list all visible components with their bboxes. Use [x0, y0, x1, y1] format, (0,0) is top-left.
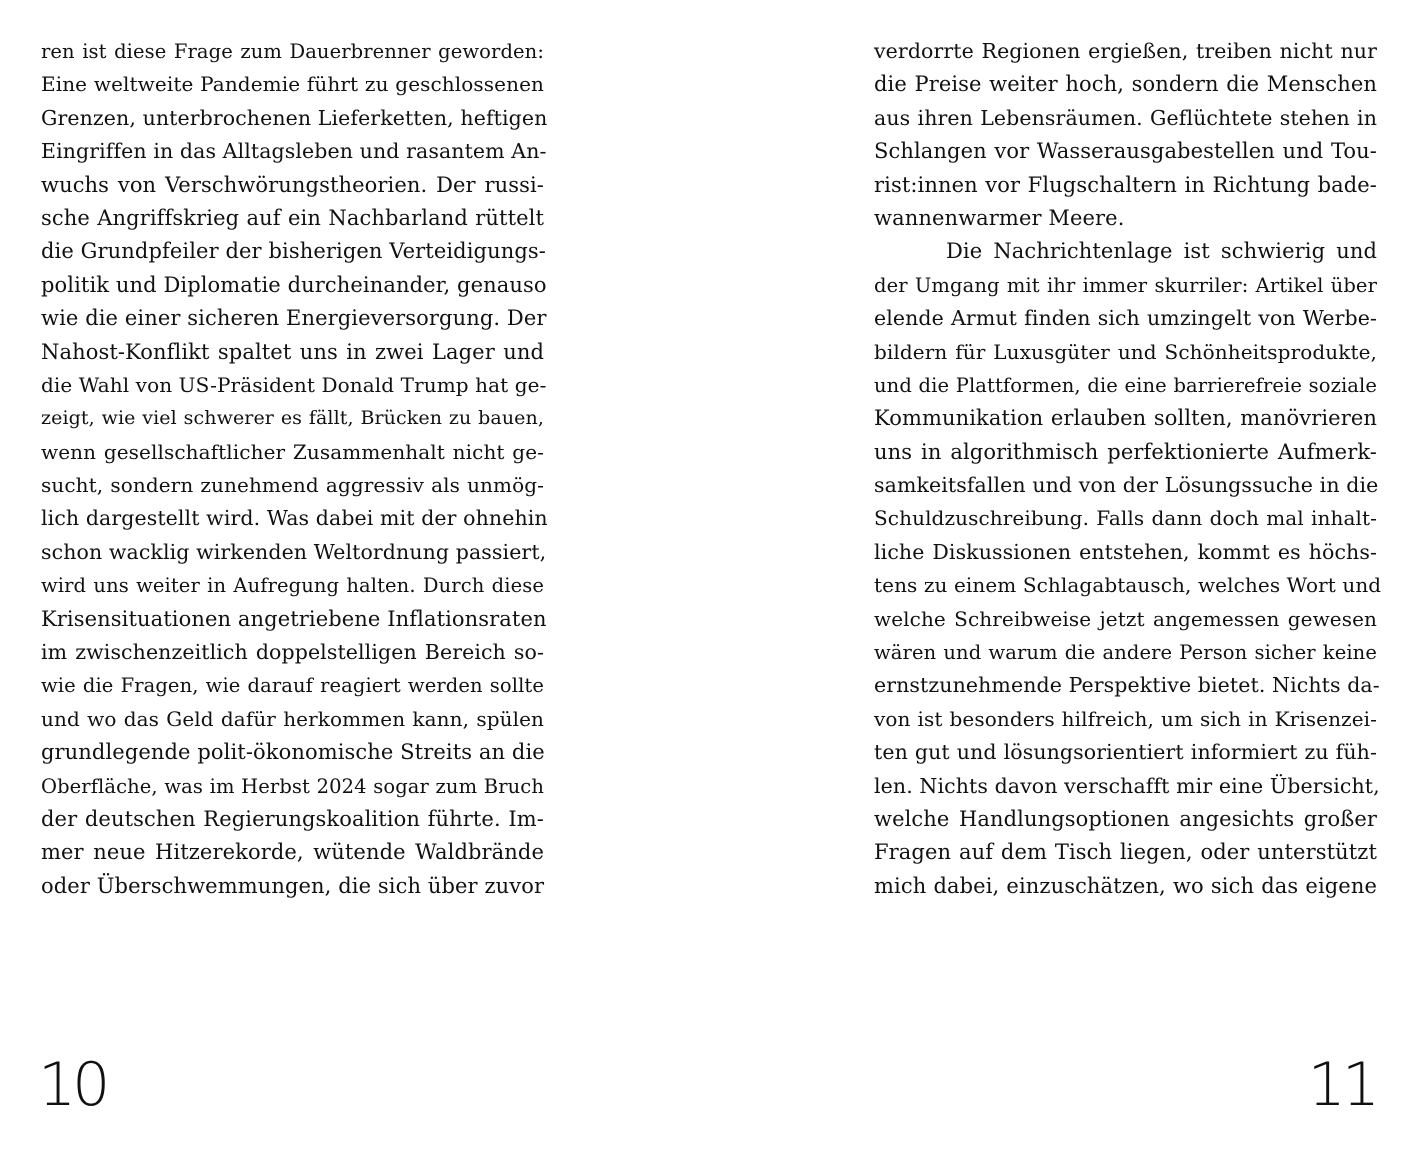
text-line: oder Überschwemmungen, die sich über zuvor	[41, 873, 545, 898]
right-page-body-text	[874, 35, 1382, 903]
text-line: Nahost-Konflikt spaltet uns in zwei Lager und	[41, 339, 544, 364]
text-line: wuchs von Verschwörungstheorien. Der russi-	[41, 172, 544, 197]
text-line: Eine weltweite Pandemie führt zu geschlossenen	[41, 72, 544, 97]
text-line: lich dargestellt wird. Was dabei mit der ohnehin	[41, 506, 548, 531]
text-line: tens zu einem Schlagabtausch, welches Wort und	[874, 573, 1382, 598]
text-line: Schuldzuschreibung. Falls dann doch mal inhalt-	[874, 506, 1377, 531]
text-line: im zwischenzeitlich doppelstelligen Bereich so-	[41, 640, 544, 665]
text-line: wären und warum die andere Person sicher keine	[874, 641, 1377, 665]
text-line: Krisensituationen angetriebene Inflationsraten	[41, 606, 547, 631]
text-line: verdorrte Regionen ergießen, treiben nicht nur	[874, 39, 1377, 63]
text-line: die Grundpfeiler der bisherigen Verteidigungs-	[41, 239, 546, 264]
text-line: Oberfläche, was im Herbst 2024 sogar zum Bruch	[41, 774, 544, 798]
text-line: schon wacklig wirkenden Weltordnung passiert,	[41, 539, 547, 564]
text-line: der deutschen Regierungskoalition führte. Im-	[41, 806, 544, 831]
text-line: liche Diskussionen entstehen, kommt es höchs-	[874, 539, 1377, 564]
text-line: sucht, sondern zunehmend aggressiv als unmög-	[41, 473, 544, 498]
text-line: Grenzen, unterbrochenen Lieferketten, heftigen	[41, 105, 548, 130]
text-line: Schlangen vor Wasserausgabestellen und Tou-	[874, 139, 1377, 164]
left-page-body-text	[41, 35, 548, 903]
text-line: und die Plattformen, die eine barrierefreie soziale	[874, 373, 1377, 397]
text-line: Eingriffen in das Alltagsleben und rasantem An-	[41, 139, 547, 164]
text-line: uns in algorithmisch perfektionierte Aufmerk-	[874, 439, 1377, 464]
text-line: sche Angriffskrieg auf ein Nachbarland rüttelt	[41, 205, 544, 230]
text-line: wie die einer sicheren Energieversorgung. Der	[41, 306, 547, 331]
text-line: welche Schreibweise jetzt angemessen gewesen	[874, 606, 1377, 631]
text-line: Kommunikation erlauben sollten, manövrieren	[874, 406, 1377, 431]
text-line: grundlegende polit-ökonomische Streits an die	[41, 740, 545, 765]
text-line: die Preise weiter hoch, sondern die Menschen	[874, 72, 1377, 97]
text-line: von ist besonders hilfreich, um sich in Krisenzei-	[874, 706, 1377, 731]
text-line: und wo das Geld dafür herkommen kann, spülen	[41, 706, 544, 731]
text-line: wie die Fragen, wie darauf reagiert werden sollte	[41, 674, 544, 698]
text-line: Fragen auf dem Tisch liegen, oder unterstützt	[874, 840, 1377, 865]
page-number-left: 10	[38, 1050, 107, 1120]
text-line: ernstzunehmende Perspektive bietet. Nichts da-	[874, 673, 1380, 698]
text-line: zeigt, wie viel schwerer es fällt, Brücken zu bauen,	[41, 407, 544, 430]
text-line: elende Armut finden sich umzingelt von Werbe-	[874, 306, 1377, 331]
text-line: aus ihren Lebensräumen. Geflüchtete stehen in	[874, 105, 1377, 130]
text-line: len. Nichts davon verschafft mir eine Übersicht,	[874, 773, 1380, 798]
text-line: politik und Diplomatie durcheinander, genauso	[41, 272, 547, 297]
text-line: ren ist diese Frage zum Dauerbrenner geworden:	[41, 40, 544, 63]
text-line: bildern für Luxusgüter und Schönheitsprodukte,	[874, 339, 1377, 364]
text-line: mich dabei, einzuschätzen, wo sich das eigene	[874, 873, 1377, 898]
text-line: wannenwarmer Meere.	[874, 205, 1125, 230]
text-line: ten gut und lösungsorientiert informiert zu füh-	[874, 740, 1377, 765]
text-line: wird uns weiter in Aufregung halten. Durch diese	[41, 574, 544, 598]
text-line: samkeitsfallen und von der Lösungssuche in die	[874, 473, 1379, 498]
text-line: Die Nachrichtenlage ist schwierig und	[946, 239, 1377, 264]
page-number-right: 11	[1307, 1050, 1376, 1120]
text-line: welche Handlungsoptionen angesichts großer	[874, 806, 1377, 831]
text-line: rist:innen vor Flugschaltern in Richtung bade-	[874, 172, 1377, 197]
text-line: wenn gesellschaftlicher Zusammenhalt nicht ge-	[41, 439, 544, 464]
text-line: mer neue Hitzerekorde, wütende Waldbrände	[41, 840, 544, 865]
text-line: die Wahl von US-Präsident Donald Trump hat ge-	[41, 372, 547, 397]
text-line: der Umgang mit ihr immer skurriler: Artikel über	[874, 273, 1377, 297]
